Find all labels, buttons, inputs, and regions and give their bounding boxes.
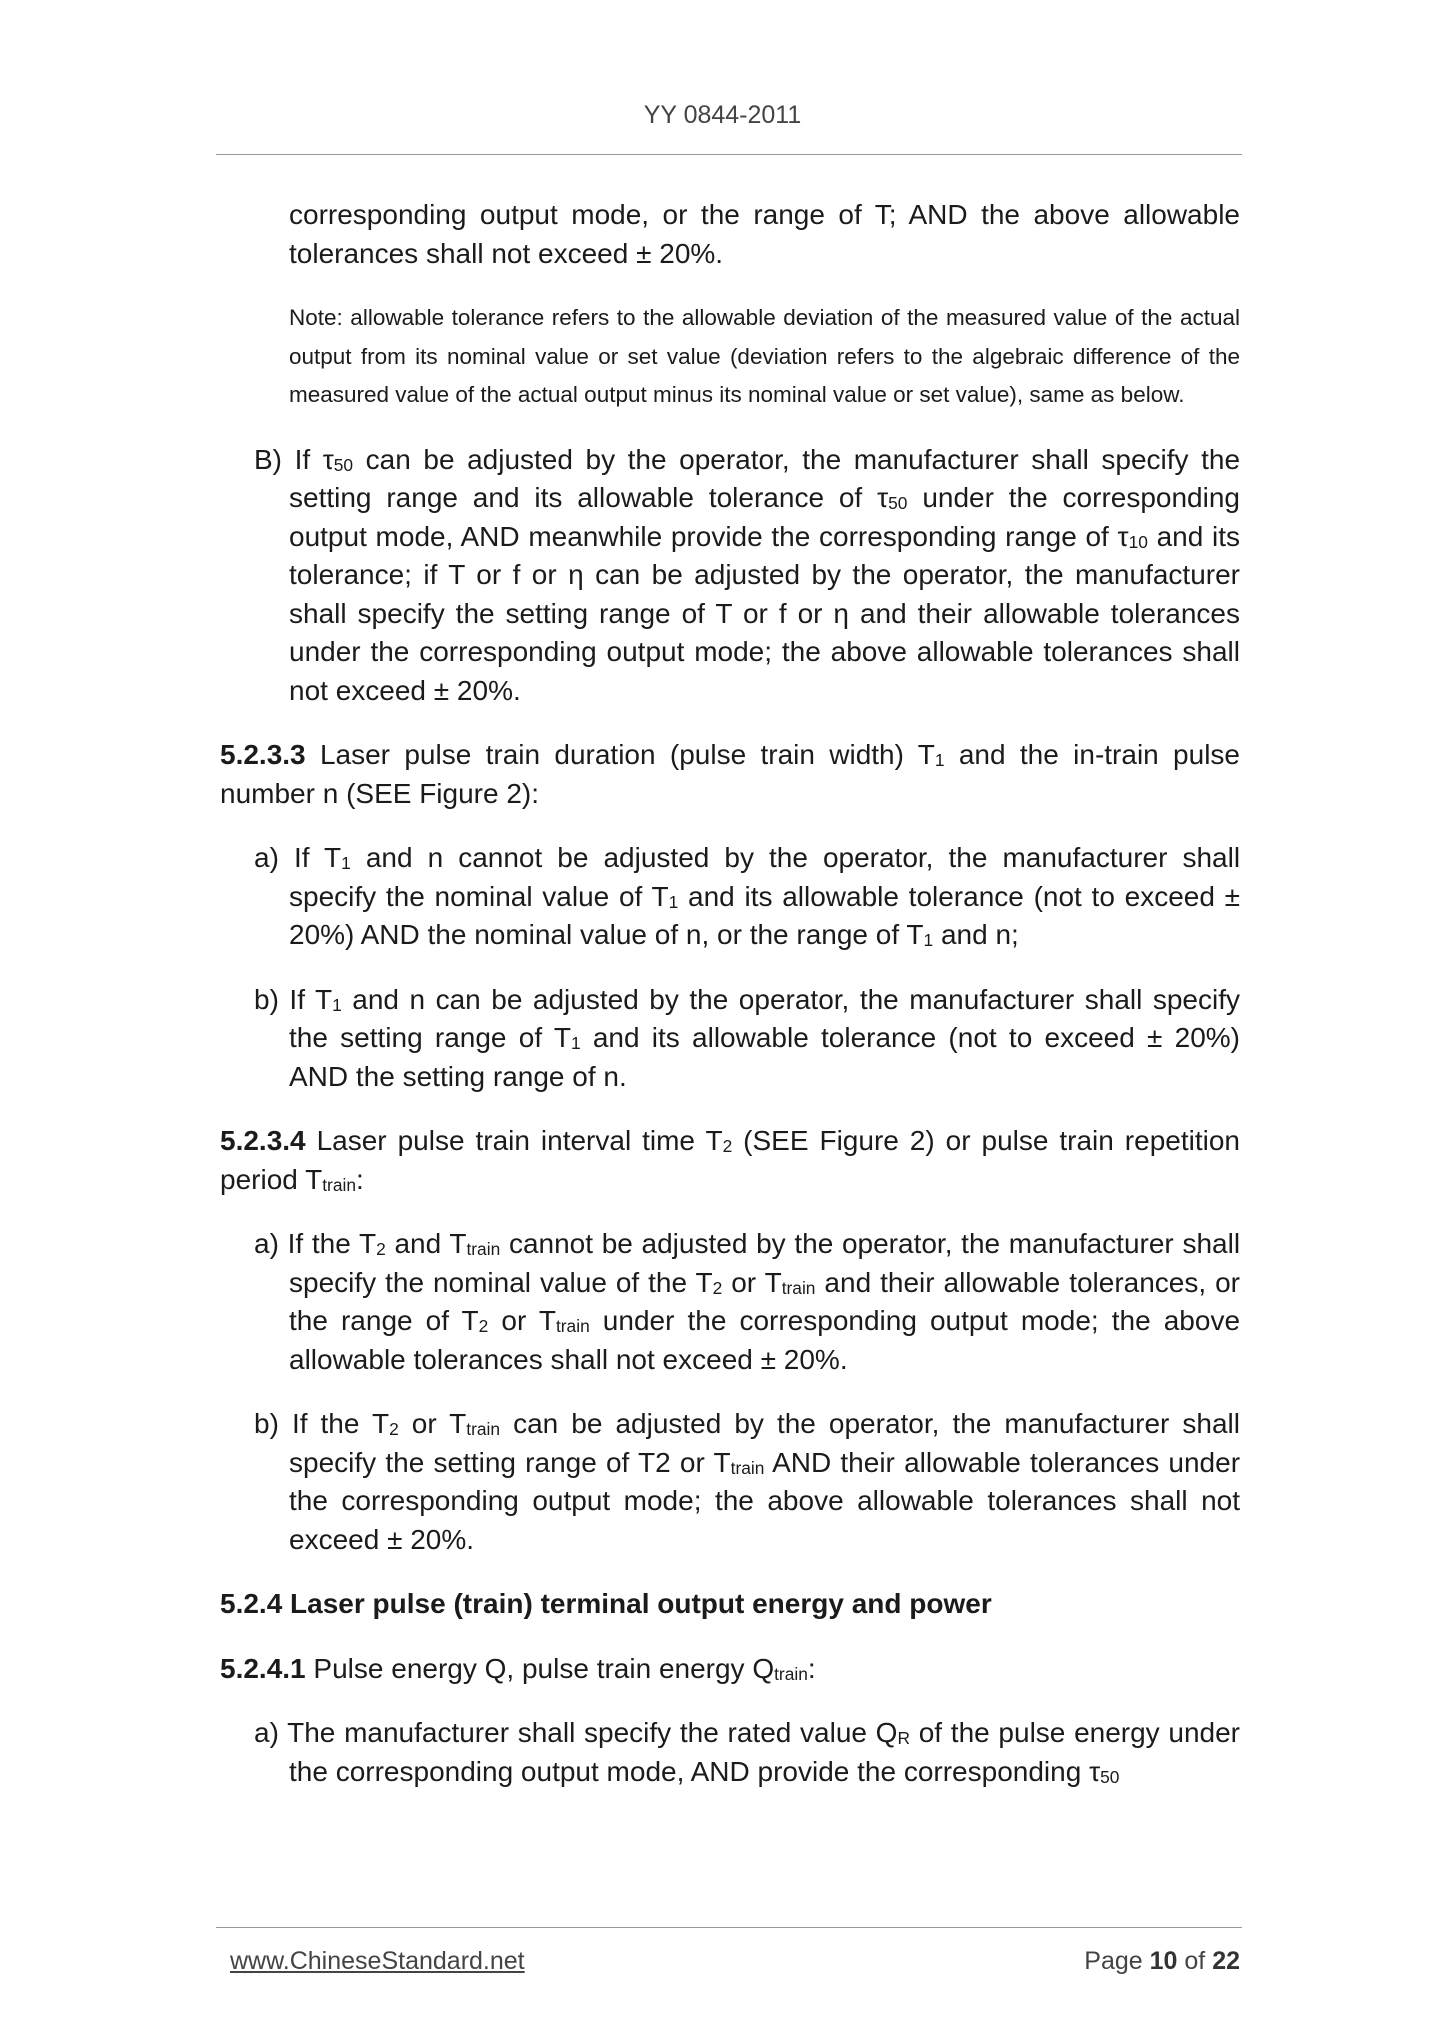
continued-paragraph: corresponding output mode, or the range of T; AND the above allowable tolerances shall not exceed ± 20%.: [289, 199, 1240, 269]
clause-5-2-3-3: 5.2.3.3 Laser pulse train duration (pulse train width) $T_1$ and the in-train pulse number n (SEE Figure 2):: [220, 739, 1240, 809]
clause-5-2-3-3-item-b: b) If $T_1$ and n can be adjusted by the operator, the manufacturer shall specify the setting range of $T_1$ and its allowable tolerance (not to exceed ± 20%) AND the setting range of n.: [254, 983, 1240, 1092]
page-header: YY 0844-2011: [643, 101, 802, 129]
clause-5-2-4-1: 5.2.4.1 Pulse energy Q, pulse train energy $Q_{train}$:: [220, 1652, 816, 1684]
clause-5-2-3-3-item-a: a) If $T_1$ and n cannot be adjusted by the operator, the manufacturer shall specify the nominal value of $T_1$ and its allowable tolerance (not to exceed ± 20%) AND the nominal value of n, or the range of $T_1$ and n;: [254, 842, 1241, 951]
clause-5-2-4-1-item-a: a) The manufacturer shall specify the rated value $Q_R$ of the pulse energy under the corresponding output mode, AND provide the corresponding $\tau_{50}$: [254, 1717, 1241, 1787]
section-heading-5-2-4: 5.2.4 Laser pulse (train) terminal output energy and power: [220, 1588, 992, 1619]
current-page: 10: [1149, 1947, 1178, 1975]
list-item-B: B) If $\tau_{50}$ can be adjusted by the operator, the manufacturer shall specify the setting range and its allowable tolerance of $\tau_{50}$ under the corresponding output mode, AND meanwhile provide the corresponding range of $\tau_{10}$ and its tolerance; if T or f or η can be adjusted by the operator, the manufacturer shall specify the setting range of T or f or η and their allowable tolerances under the corresponding output mode; the above allowable tolerances shall not exceed ± 20%.: [254, 443, 1241, 706]
header-divider: [216, 154, 1242, 155]
clause-5-2-3-4-item-b: b) If the $T_2$ or $T_{train}$ can be adjusted by the operator, the manufacturer shall specify the setting range of T2 or $T_{train}$ AND their allowable tolerances under the corresponding output mode; the above allowable tolerances shall not exceed ± 20%.: [254, 1408, 1241, 1555]
page-body: [220, 196, 1240, 1791]
note-paragraph: Note: allowable tolerance refers to the allowable deviation of the measured value of the actual output from its nominal value or set value (deviation refers to the algebraic difference of the measured value of the actual output minus its nominal value or set value), same as below.: [289, 305, 1240, 407]
website-link[interactable]: www.ChineseStandard.net: [230, 1947, 525, 1975]
total-pages: 22: [1212, 1947, 1240, 1975]
page-number: Page 10 of 22: [1084, 1947, 1240, 1975]
clause-5-2-3-4: 5.2.3.4 Laser pulse train interval time $T_2$ (SEE Figure 2) or pulse train repetition period $T_{train}$:: [220, 1125, 1240, 1195]
footer-divider: [216, 1927, 1242, 1928]
clause-5-2-3-4-item-a: a) If the $T_2$ and $T_{train}$ cannot be adjusted by the operator, the manufacturer shall specify the nominal value of the $T_2$ or $T_{train}$ and their allowable tolerances, or the range of $T_2$ or $T_{train}$ under the corresponding output mode; the above allowable tolerances shall not exceed ± 20%.: [254, 1228, 1241, 1375]
